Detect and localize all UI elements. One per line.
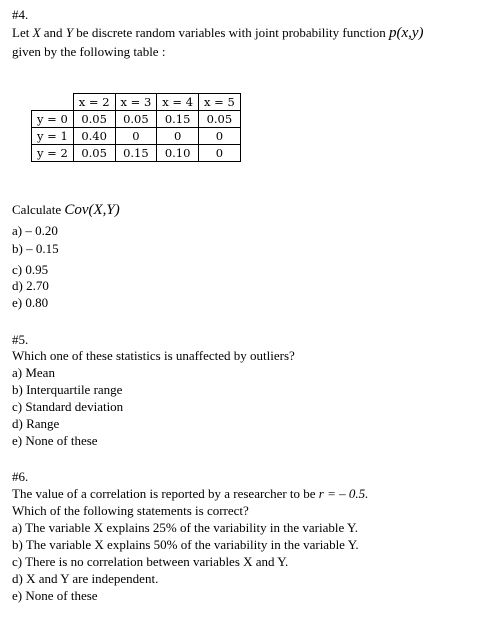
table-row [32,145,241,162]
q5-option-b: b) Interquartile range [12,382,123,397]
table-corner [32,94,74,111]
q6-number: #6. [12,469,29,484]
q4-var-x: X [32,25,41,40]
q6-r-value: r = – 0.5. [318,486,369,501]
table-cell: 0.05 [115,111,157,128]
table-header-row [32,94,241,111]
q6-option-a: a) The variable X explains 25% of the variability in the variable Y. [12,520,358,535]
table-cell: 0.15 [115,145,157,162]
q4-option-e: e) 0.80 [12,295,49,310]
table-cell: 0 [157,128,199,145]
q5-option-d: d) Range [12,416,60,431]
table-cell: 0.05 [73,111,115,128]
q4-prompt [12,201,120,219]
row-header-y1: y = 1 [32,128,74,145]
table-cell: 0 [199,145,241,162]
table-cell: 0.40 [73,128,115,145]
joint-probability-table [31,93,241,162]
q6-question-line-2: Which of the following statements is correct? [12,503,249,518]
q4-pxy: p(x,y) [388,25,424,41]
q5-number: #5. [12,332,29,347]
table-cell: 0.05 [199,111,241,128]
table-cell: 0.10 [157,145,199,162]
q4-var-y: Y [65,25,74,40]
table-cell: 0 [199,128,241,145]
q6-option-b: b) The variable X explains 50% of the variability in the variable Y. [12,537,359,552]
q6-option-e: e) None of these [12,588,98,603]
q4-prompt-text: Calculate [12,202,62,217]
row-header-y2: y = 2 [32,145,74,162]
q4-text-desc: be discrete random variables with joint probability function [76,25,386,40]
q4-cov-expression: Cov(X,Y) [64,202,120,218]
q6-question-line-1 [12,485,368,502]
table-row [32,128,241,145]
q6-option-c: c) There is no correlation between variables X and Y. [12,554,289,569]
q4-option-d: d) 2.70 [12,278,49,293]
q5-option-c: c) Standard deviation [12,399,124,414]
q4-intro-line [12,24,424,42]
q4-text-let: Let [12,25,30,40]
q4-text-and: and [43,25,63,40]
table-cell: 0.05 [73,145,115,162]
q4-option-a: a) – 0.20 [12,223,58,238]
q4-option-b: b) – 0.15 [12,241,59,256]
q5-option-a: a) Mean [12,365,55,380]
col-header-x5: x = 5 [199,94,241,111]
row-header-y0: y = 0 [32,111,74,128]
q6-option-d: d) X and Y are independent. [12,571,159,586]
q4-option-c: c) 0.95 [12,262,49,277]
col-header-x2: x = 2 [73,94,115,111]
col-header-x4: x = 4 [157,94,199,111]
q6-question-text: The value of a correlation is reported by a researcher to be [12,486,316,501]
q4-intro-line-2: given by the following table : [12,44,166,59]
q5-question: Which one of these statistics is unaffected by outliers? [12,348,295,363]
table-cell: 0.15 [157,111,199,128]
table-row [32,111,241,128]
q5-option-e: e) None of these [12,433,98,448]
q4-number: #4. [12,7,29,22]
table-cell: 0 [115,128,157,145]
col-header-x3: x = 3 [115,94,157,111]
